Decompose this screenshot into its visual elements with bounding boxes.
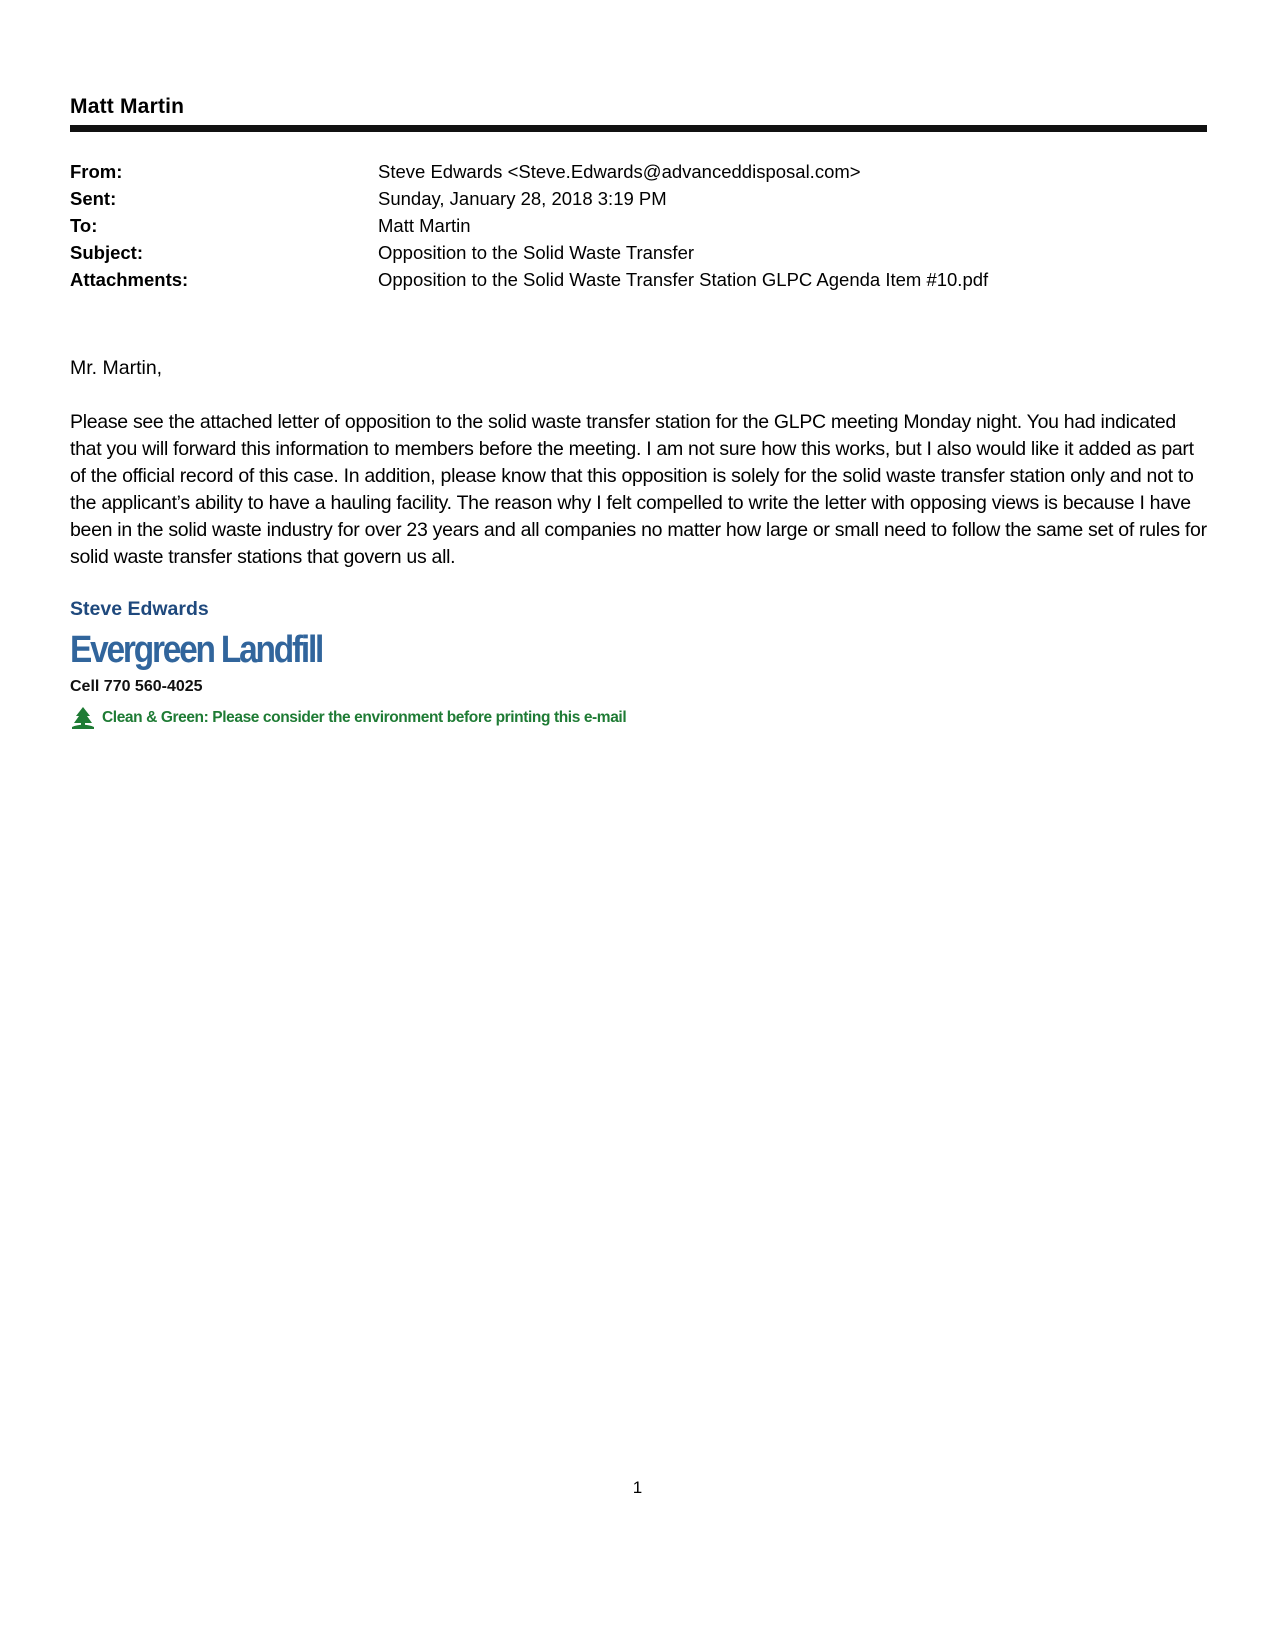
meta-row-to: [70, 212, 1207, 239]
signature-name: Steve Edwards: [70, 598, 209, 620]
eco-note-text: Clean & Green: Please consider the environment before printing this e-mail: [102, 709, 627, 726]
meta-row-sent: [70, 185, 1207, 212]
attachment-filename: Opposition to the Solid Waste Transfer Station GLPC Agenda Item #10.pdf: [378, 269, 989, 290]
meta-row-subject: [70, 239, 1207, 266]
signature-company: Evergreen Landfill: [70, 629, 323, 671]
header-divider-rule: [70, 125, 1207, 132]
email-printout: [70, 95, 1207, 730]
subject-label: Subject:: [70, 242, 143, 263]
tree-icon: [70, 706, 96, 730]
subject-value: Opposition to the Solid Waste Transfer: [378, 242, 695, 263]
greeting-line: Mr. Martin,: [70, 357, 163, 379]
sent-label: Sent:: [70, 188, 117, 209]
to-label: To:: [70, 215, 98, 236]
signature-cell-phone: Cell 770 560-4025: [70, 678, 203, 695]
email-body: [70, 355, 1207, 571]
email-header-fields: [70, 158, 1207, 293]
meta-row-attachments: [70, 266, 1207, 293]
page-number: 1: [632, 1478, 643, 1497]
to-value: Matt Martin: [378, 215, 471, 236]
meta-row-from: [70, 158, 1207, 185]
body-paragraph: Please see the attached letter of opposition to the solid waste transfer station for the GLPC meeting Monday night. You had indicated that you will forward this information to members before the meeting. I am not sure how this works, but I also would like it added as part of the official record of this case. In addition, please know that this opposition is solely for the solid waste transfer station only and not to the applicant’s ability to have a hauling facility. The reason why I felt compelled to write the letter with opposing views is because I have been in the solid waste industry for over 23 years and all companies no matter how large or small need to follow the same set of rules for solid waste transfer stations that govern us all.: [70, 411, 1207, 568]
sent-value: Sunday, January 28, 2018 3:19 PM: [378, 188, 667, 209]
signature-block: [70, 598, 1207, 730]
from-label: From:: [70, 161, 123, 182]
from-value: Steve Edwards <Steve.Edwards@advanceddisposal.com>: [378, 161, 861, 182]
attachments-label: Attachments:: [70, 269, 189, 290]
eco-note-line: [70, 706, 1207, 730]
recipient-name-heading: Matt Martin: [70, 95, 185, 118]
